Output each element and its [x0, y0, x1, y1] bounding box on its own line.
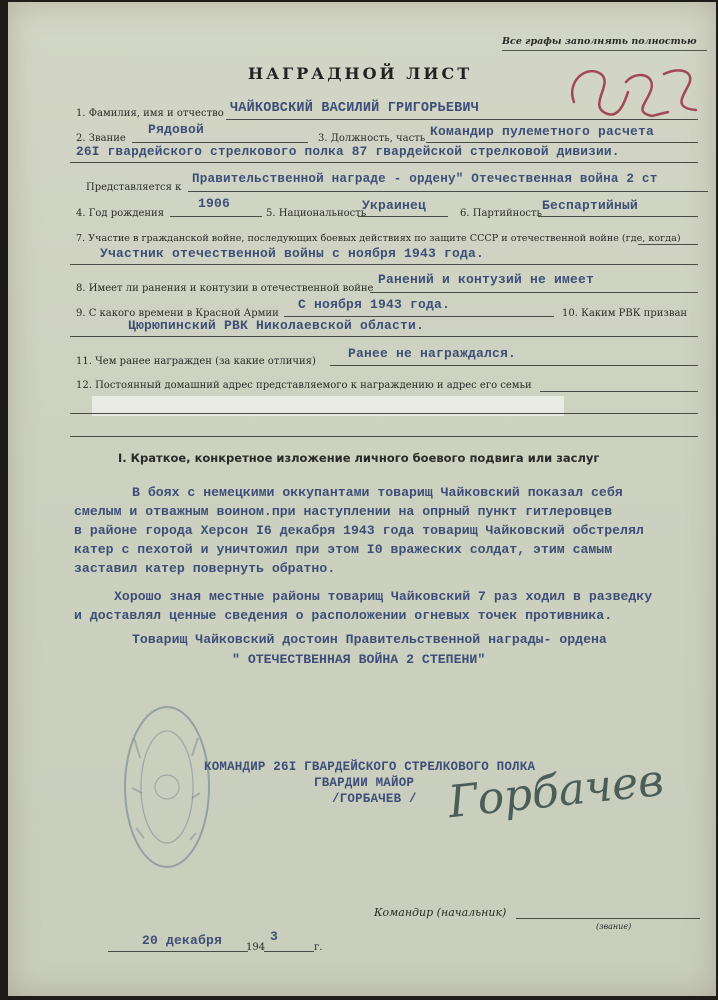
narrative-line-2: смелым и отважным воином.при наступлении на опрный пункт гитлеровцев [74, 504, 613, 519]
date-suffix: г. [314, 942, 323, 953]
handwritten-signature: Горбачев [445, 754, 666, 829]
field5-value: Украинец [362, 198, 427, 213]
field2-value: Рядовой [148, 122, 205, 137]
field5-label: 5. Национальность [266, 208, 367, 219]
present-value: Правительственной награде - ордену" Отечественная война 2 ст [192, 172, 658, 186]
unit-stamp [112, 698, 222, 876]
signature-line-2: ГВАРДИИ МАЙОР [314, 776, 415, 790]
narrative-line-4: катер с пехотой и уничтожил при этом I0 вражеских солдат, этим самым [74, 542, 613, 557]
commander-label: Командир (начальник) [374, 906, 507, 919]
field6-label: 6. Партийность [460, 208, 542, 219]
field2-label: 2. Звание [76, 133, 126, 144]
field12-label: 12. Постоянный домашний адрес представляемого к награждению и адрес его семьи [76, 380, 532, 391]
field1-value: ЧАЙКОВСКИЙ ВАСИЛИЙ ГРИГОРЬЕВИЧ [230, 101, 480, 116]
present-label: Представляется к [86, 182, 182, 193]
field8-value: Ранений и контузий не имеет [378, 272, 595, 287]
page-title: НАГРАДНОЙ ЛИСТ [248, 64, 473, 83]
narrative-line-8: Товарищ Чайковский достоин Правительственной награды- ордена [132, 632, 607, 647]
field6-value: Беспартийный [542, 198, 639, 213]
field9-value: С ноября 1943 года. [298, 297, 451, 312]
field3-value: Командир пулеметного расчета [430, 124, 655, 139]
narrative-line-7: и доставлял ценные сведения о расположении огневых точек противника. [74, 608, 613, 623]
field1-label: 1. Фамилия, имя и отчество [76, 108, 224, 119]
date-year-typed: 3 [270, 929, 279, 944]
field10-label: 10. Каким РВК призван [562, 308, 688, 319]
corner-scribble [556, 52, 716, 132]
field8-label: 8. Имеет ли ранения и контузии в отечественной войне [76, 283, 374, 294]
field11-label: 11. Чем ранее награжден (за какие отличия) [76, 356, 316, 367]
field3-value2: 26I гвардейского стрелкового полка 87 гвардейской стрелковой дивизии. [76, 144, 620, 159]
field7-value: Участник отечественной войны с ноября 1943 года. [100, 246, 485, 261]
signature-line-1: КОМАНДИР 26I ГВАРДЕЙСКОГО СТРЕЛКОВОГО ПОЛКА [204, 760, 536, 774]
field4-value: 1906 [198, 196, 231, 211]
narrative-line-5: заставил катер повернуть обратно. [74, 561, 336, 576]
narrative-line-3: в районе города Херсон I6 декабря 1943 года товарищ Чайковский обстрелял [74, 523, 644, 538]
section-heading: I. Краткое, конкретное изложение личного боевого подвига или заслуг [118, 451, 600, 465]
signature-line-3: /ГОРБАЧЕВ / [332, 792, 417, 806]
date-day: 20 декабря [142, 933, 223, 948]
field4-label: 4. Год рождения [76, 208, 165, 219]
date-year-printed: 194 [246, 942, 266, 953]
fill-all-note: Все графы заполнять полностью [502, 36, 697, 47]
field7-label: 7. Участие в гражданской войне, последующих боевых действиях по защите СССР и отечественной войне (где, когда) [76, 233, 681, 244]
rank-label: (звание) [596, 922, 632, 931]
narrative-line-9: " ОТЕЧЕСТВЕННАЯ ВОЙНА 2 СТЕПЕНИ" [232, 652, 486, 667]
field10-value: Цюрюпинский РВК Николаевской области. [128, 318, 425, 333]
field9-label: 9. С какого времени в Красной Армии [76, 308, 279, 319]
award-sheet [8, 2, 716, 996]
field3-label: 3. Должность, часть [318, 133, 426, 144]
narrative-line-1: В боях с немецкими оккупантами товарищ Чайковский показал себя [132, 485, 623, 500]
field11-value: Ранее не награждался. [348, 346, 517, 361]
narrative-line-6: Хорошо зная местные районы товарищ Чайковский 7 раз ходил в разведку [114, 589, 653, 604]
